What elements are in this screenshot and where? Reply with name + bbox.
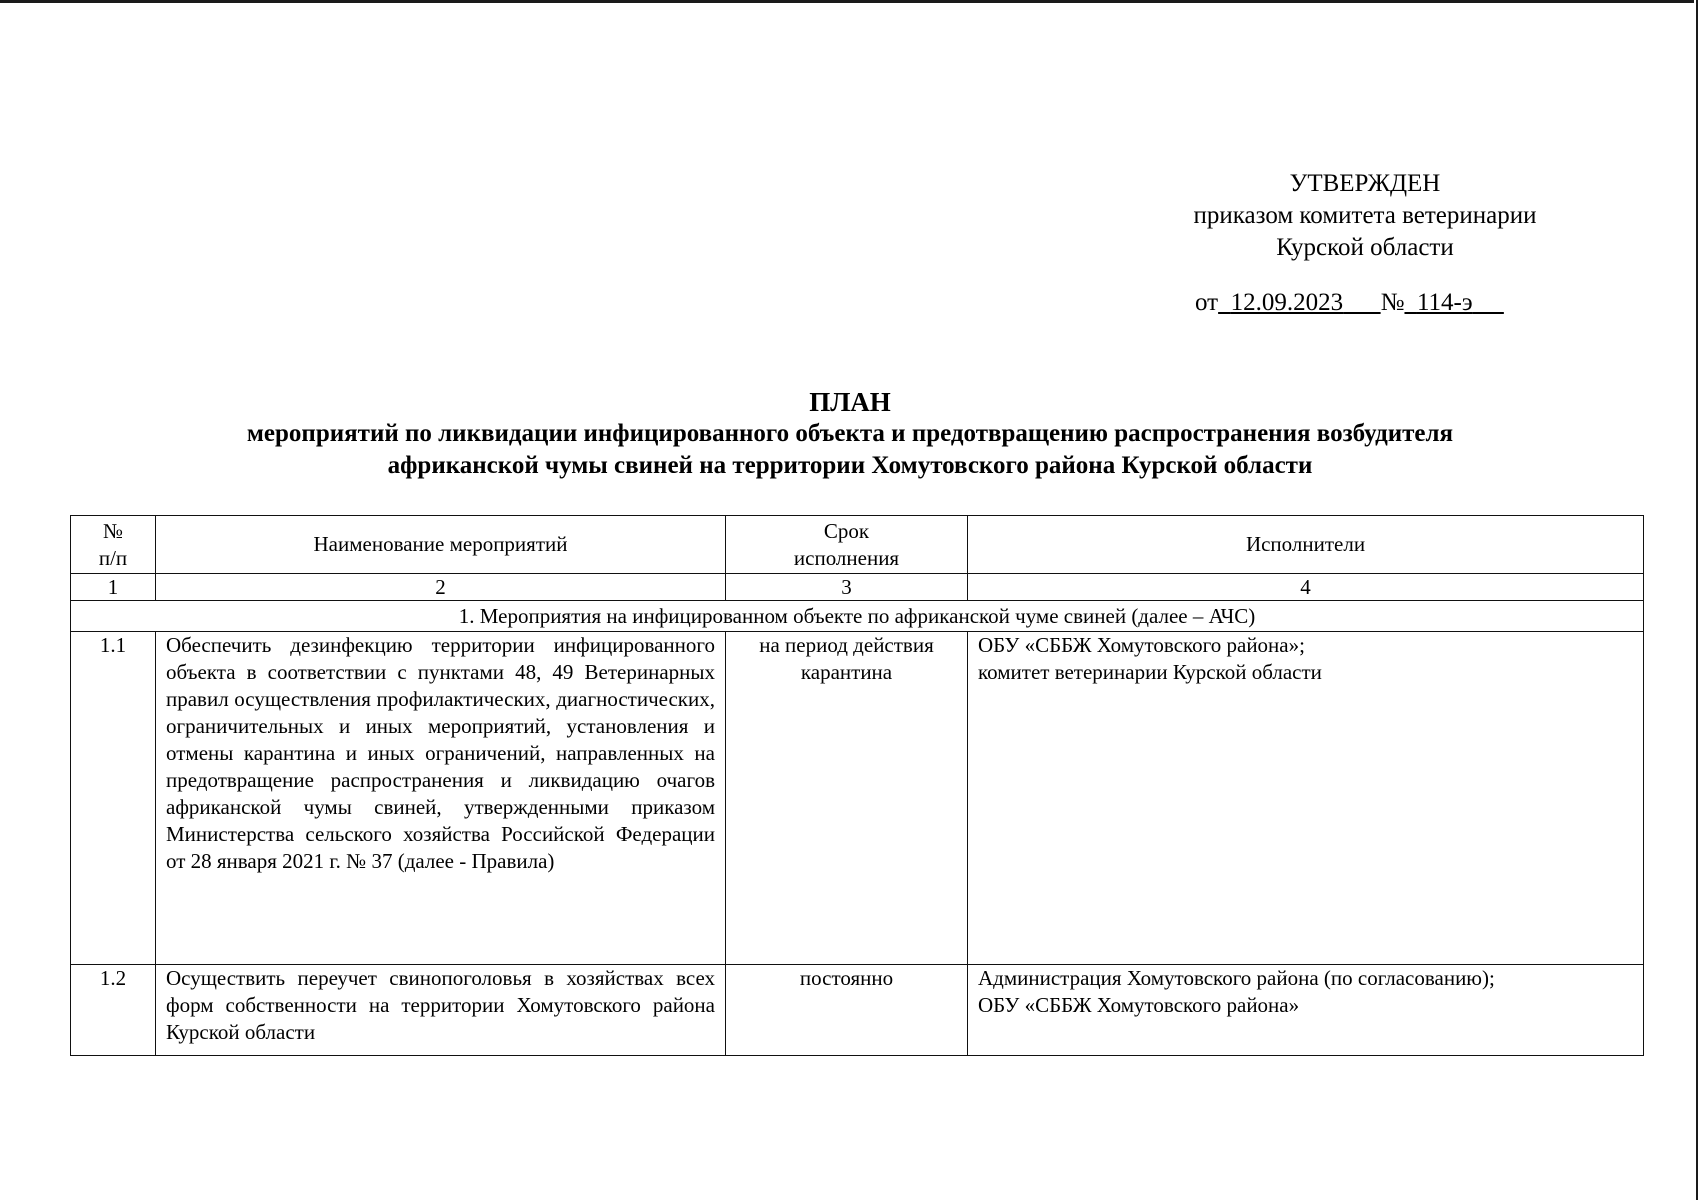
table-row [71,632,1644,965]
date-prefix: от [1195,289,1219,316]
approval-stamp [1140,168,1590,264]
row-executors [968,965,1644,1056]
column-number: 4 [968,574,1644,601]
document-title [60,386,1640,482]
section-header-row [71,601,1644,632]
header-executors: Исполнители [968,516,1644,574]
row-executors [968,632,1644,965]
scan-border-top [0,0,1694,3]
table-row [71,965,1644,1056]
column-number: 1 [71,574,156,601]
header-term: Срок исполнения [726,516,968,574]
section-title: 1. Мероприятия на инфицированном объекте по африканской чуме свиней (далее – АЧС) [71,601,1644,632]
approval-authority: приказом комитета ветеринарии [1193,202,1537,229]
table-header-row [71,516,1644,574]
header-name: Наименование мероприятий [156,516,726,574]
executor: ОБУ «СББЖ Хомутовского района»; [978,633,1305,657]
row-term: на период действия карантина [726,632,968,965]
row-term: постоянно [726,965,968,1056]
approval-title: УТВЕРЖДЕН [1289,170,1441,197]
header-num: № п/п [71,516,156,574]
title-main: ПЛАН [809,387,891,417]
column-number-row [71,574,1644,601]
approval-region: Курской области [1276,234,1454,261]
row-activity: Осуществить переучет свинопоголовья в хозяйствах всех форм собственности на территории Хомутовского района Курской области [156,965,726,1056]
title-subtitle-line1: мероприятий по ликвидации инфицированного объекта и предотвращению распространения возбудителя [246,420,1454,447]
order-number: 114-э [1416,289,1473,316]
row-number: 1.1 [71,632,156,965]
row-number: 1.2 [71,965,156,1056]
executor: Администрация Хомутовского района (по согласованию); [978,966,1495,990]
order-date-number [1195,289,1504,317]
title-subtitle-line2: африканской чумы свиней на территории Хомутовского района Курской области [387,452,1313,479]
column-number: 3 [726,574,968,601]
column-number: 2 [156,574,726,601]
row-activity: Обеспечить дезинфекцию территории инфицированного объекта в соответствии с пунктами 48, 49 Ветеринарных правил осуществления профилактических, диагностических, ограничительных и иных мероприятий, установления и отмены карантина и иных ограничений, направленных на предотвращение распространения и ликвидацию очагов африканской чумы свиней, утвержденными приказом Министерства сельского хозяйства Российской Федерации от 28 января 2021 г. № 37 (далее - Правила) [156,632,726,965]
executor: комитет ветеринарии Курской области [978,660,1322,684]
order-date: 12.09.2023 [1230,289,1344,316]
plan-table [70,515,1644,1056]
number-prefix: № [1380,289,1405,316]
executor: ОБУ «СББЖ Хомутовского района» [978,993,1300,1017]
